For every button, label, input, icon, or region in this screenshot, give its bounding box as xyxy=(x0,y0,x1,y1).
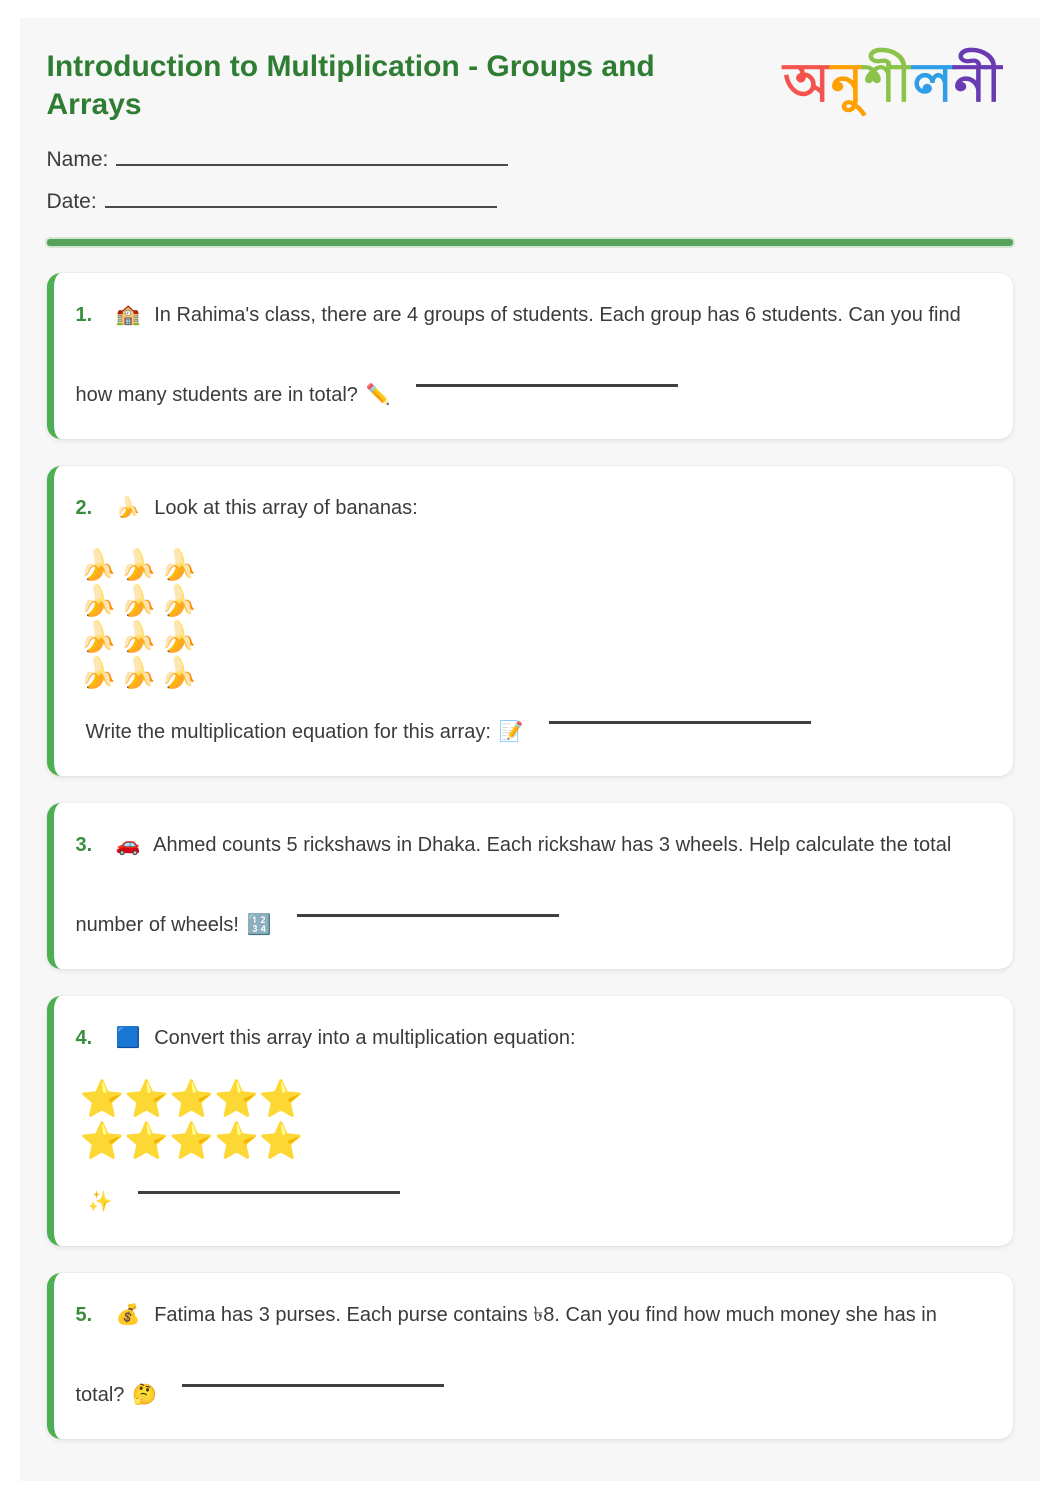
question-body: Fatima has 3 purses. Each purse contains ৳8. Can you find how much money she has in total? xyxy=(75,1304,937,1406)
logo-letter: ল xyxy=(912,53,954,113)
date-label: Date: xyxy=(46,190,97,213)
worksheet-page xyxy=(20,18,1040,1481)
green-divider xyxy=(47,239,1013,246)
blue-square-emoji: 🟦 xyxy=(115,1027,141,1049)
question-number: 4. xyxy=(75,1027,93,1049)
logo-letter: অ xyxy=(783,53,831,113)
question-body: Convert this array into a multiplication equation: xyxy=(154,1027,576,1049)
logo-letter: নী xyxy=(953,53,1003,113)
question-number: 1. xyxy=(75,304,93,326)
school-emoji: 🏫 xyxy=(115,304,141,326)
question-card-1 xyxy=(47,273,1013,439)
emoji-row: 🍌🍌🍌 xyxy=(79,657,201,690)
question-2-prompt xyxy=(86,692,983,772)
car-emoji: 🚗 xyxy=(115,834,141,856)
name-field xyxy=(47,139,1013,181)
emoji-row: 🍌🍌🍌 xyxy=(79,621,201,654)
emoji-row: 🍌🍌🍌 xyxy=(79,585,201,618)
banana-emoji: 🍌 xyxy=(115,497,141,519)
question-card-3 xyxy=(47,803,1013,969)
logo-letter: নু xyxy=(830,53,865,113)
question-body: Ahmed counts 5 rickshaws in Dhaka. Each rickshaw has 3 wheels. Help calculate the total number of wheels! xyxy=(75,834,952,936)
student-fields xyxy=(47,139,1013,223)
question-number: 3. xyxy=(75,834,93,856)
sparkles-emoji: ✨ xyxy=(87,1191,113,1213)
answer-blank xyxy=(297,897,559,917)
logo xyxy=(783,53,1003,113)
question-2-text xyxy=(76,468,983,548)
memo-emoji: 📝 xyxy=(498,721,524,743)
banana-array xyxy=(76,548,983,692)
question-3-text xyxy=(76,805,983,965)
question-number: 5. xyxy=(75,1304,93,1326)
emoji-row: 🍌🍌🍌 xyxy=(79,549,201,582)
question-5-text xyxy=(76,1275,983,1435)
question-number: 2. xyxy=(75,497,93,519)
answer-blank xyxy=(416,367,678,387)
star-array xyxy=(76,1078,983,1162)
thinking-face-emoji: 🤔 xyxy=(132,1384,157,1406)
emoji-row: ⭐⭐⭐⭐⭐ xyxy=(79,1120,304,1161)
question-card-2 xyxy=(47,466,1013,776)
header xyxy=(47,48,1013,123)
pencil-emoji: ✏️ xyxy=(365,384,391,406)
date-field xyxy=(47,181,1013,223)
page-title: Introduction to Multiplication - Groups and Arrays xyxy=(46,50,655,121)
answer-blank xyxy=(549,704,811,724)
question-4-text xyxy=(76,998,983,1078)
answer-blank xyxy=(182,1367,444,1387)
date-write-line xyxy=(105,192,497,208)
question-body: Look at this array of bananas: xyxy=(154,497,418,519)
emoji-row: ⭐⭐⭐⭐⭐ xyxy=(79,1078,304,1119)
question-body: In Rahima's class, there are 4 groups of students. Each group has 6 students. Can you find how many students are in total? xyxy=(75,304,961,406)
question-4-prompt xyxy=(86,1162,983,1242)
question-card-5 xyxy=(47,1273,1013,1439)
prompt-text: Write the multiplication equation for this array: xyxy=(85,721,491,743)
answer-blank xyxy=(138,1174,400,1194)
money-bag-emoji: 💰 xyxy=(115,1304,141,1326)
question-card-4 xyxy=(47,996,1013,1246)
logo-letter: শী xyxy=(864,53,913,113)
input-numbers-emoji: 🔢 xyxy=(246,914,272,936)
name-label: Name: xyxy=(46,148,109,171)
question-1-text xyxy=(76,275,983,435)
name-write-line xyxy=(116,150,508,166)
